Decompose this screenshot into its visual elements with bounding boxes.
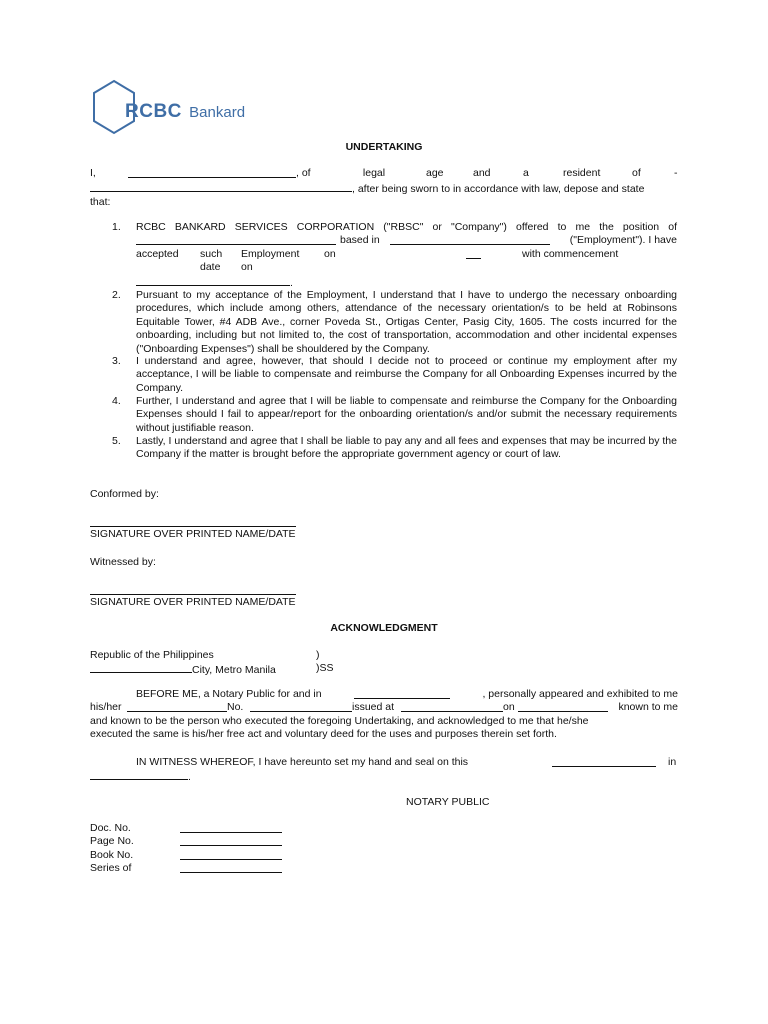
issued-at-blank bbox=[401, 701, 503, 712]
venue-ss: )SS bbox=[316, 662, 334, 674]
conformed-signature-line bbox=[90, 526, 296, 527]
notary-city-blank bbox=[90, 769, 188, 780]
venue-paren: ) bbox=[316, 649, 320, 661]
residence-blank bbox=[90, 181, 352, 192]
document-title: UNDERTAKING bbox=[345, 141, 423, 153]
series-of-blank bbox=[180, 862, 282, 873]
acknowledgment-paragraph: BEFORE ME, a Notary Public for and in , personally appeared and exhibited to me his/her No. issued at on known to me and known to be the person who executed the foregoing Undertaking, and acknowledged to me that he/she executed the same is his/her free act and voluntary deed for the uses and purposes therein set forth. bbox=[90, 688, 678, 741]
doc-no-blank bbox=[180, 822, 282, 833]
book-no-blank bbox=[180, 849, 282, 860]
list-item-4: Further, I understand and agree that I will be liable to compensate and reimburse the Company for the Onboarding Expenses should I fail to appear/report for the onboarding orientation/s and/or submit the necessary requirements without justifiable reason. bbox=[136, 395, 677, 434]
item-number: 2. bbox=[112, 289, 121, 301]
item-number: 3. bbox=[112, 355, 121, 367]
witness-signature-caption: SIGNATURE OVER PRINTED NAME/DATE bbox=[90, 596, 296, 608]
item-number: 4. bbox=[112, 395, 121, 407]
commencement-date-blank bbox=[136, 275, 290, 286]
name-blank bbox=[128, 167, 296, 178]
list-item-1: RCBC BANKARD SERVICES CORPORATION ("RBSC" or "Company") offered to me the position of based in ("Employment"). I have accepted such Employment on with commencement date on . bbox=[136, 221, 677, 289]
intro-paragraph bbox=[90, 167, 678, 210]
doc-no-row: Doc. No. bbox=[90, 822, 134, 835]
conformed-label: Conformed by: bbox=[90, 488, 159, 500]
notary-public-label: NOTARY PUBLIC bbox=[406, 796, 490, 808]
intro-line-1: I, , of legal age and a resident of - bbox=[90, 167, 678, 179]
item-number: 1. bbox=[112, 221, 121, 233]
list-item-2: Pursuant to my acceptance of the Employment, I understand that I have to undergo the necessary onboarding procedures, which include among others, attendance of the necessary orientation/s to be held at Robinsons Equitable Tower, #4 ADB Ave., corner Poveda St., Ortigas Center, Pasig City, 1605. The costs incurred for the onboarding, including but not limited to, the cost of transportation, accommodation and other incidental expenses ("Onboarding Expenses") shall be shouldered by the Company. bbox=[136, 289, 677, 355]
book-no-row: Book No. bbox=[90, 849, 134, 862]
series-of-row: Series of bbox=[90, 862, 134, 875]
acceptance-date-blank bbox=[466, 248, 481, 259]
venue-city: City, Metro Manila bbox=[90, 662, 430, 677]
position-blank bbox=[136, 234, 336, 245]
notary-place-blank bbox=[354, 688, 450, 699]
issued-on-blank bbox=[518, 701, 608, 712]
city-blank bbox=[90, 662, 192, 673]
witness-signature-line bbox=[90, 594, 296, 595]
witness-whereof-paragraph: IN WITNESS WHEREOF, I have hereunto set my hand and seal on this in . bbox=[90, 756, 678, 785]
location-blank bbox=[390, 234, 550, 245]
page-no-blank bbox=[180, 835, 282, 846]
list-item-3: I understand and agree, however, that should I decide not to proceed or continue my employment after my acceptance, I will be liable to compensate and reimburse the Company for all Onboarding Expenses incurred by the Company. bbox=[136, 355, 677, 394]
id-number-blank bbox=[250, 701, 352, 712]
logo-wordmark: RCBC Bankard bbox=[125, 101, 246, 122]
notary-date-blank bbox=[552, 756, 656, 767]
acknowledgment-title: ACKNOWLEDGMENT bbox=[330, 622, 438, 634]
witnessed-label: Witnessed by: bbox=[90, 556, 156, 568]
list-item-5: Lastly, I understand and agree that I shall be liable to pay any and all fees and expenses that may be incurred by the Company if the matter is brought before the appropriate government agency or court of law. bbox=[136, 435, 677, 461]
page-no-row: Page No. bbox=[90, 835, 134, 848]
id-type-blank bbox=[127, 701, 227, 712]
intro-line-3: that: bbox=[90, 196, 111, 209]
conformed-signature-caption: SIGNATURE OVER PRINTED NAME/DATE bbox=[90, 528, 296, 540]
venue-republic: Republic of the Philippines bbox=[90, 649, 214, 661]
doc-numbers bbox=[90, 822, 134, 876]
item-number: 5. bbox=[112, 435, 121, 447]
rcbc-bankard-logo bbox=[90, 78, 250, 138]
intro-line-2: , after being sworn to in accordance with law, depose and state bbox=[90, 181, 678, 196]
